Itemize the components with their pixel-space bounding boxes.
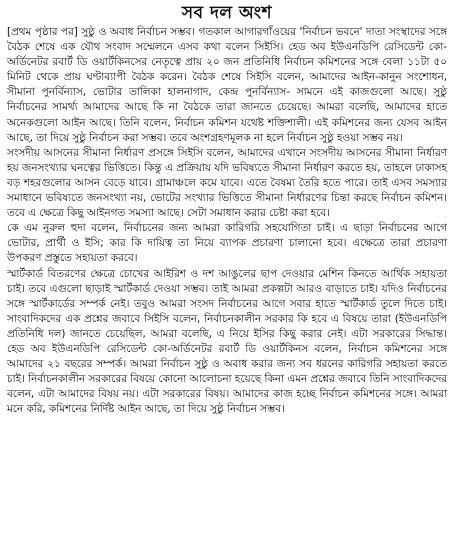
article-paragraph: স্মার্টকার্ড বিতরণের ক্ষেত্রে চোখের আইরিশ ও দশ আঙুলের ছাপ দেওয়ার মেশিন কিনতে আর্থিক সহায়তা চাই। তবে এগুলো ছাড়াই স্মার্টকার্ড দেওয়া সম্ভব। তাই আমরা প্রকল্পটা আরও বাড়াতে চাই। যদিও নির্বাচনের সঙ্গে স্মার্টকার্ডের সম্পর্ক নেই। তবুও আমরা সংসদ নির্বাচনের আগে সবার হাতে স্মার্টকার্ড তুলে দিতে চাই। সাংবাদিকদের এক প্রশ্নের জবাবে সিইসি বলেন, নির্বাচনকালীন সরকার কি হবে এ বিষয়ে তারা (ইউএনডিপি প্রতিনিধি দল) জানতে চেয়েছিল, আমরা বলেছি, এ নিয়ে ইসির কিছু করার নেই। এটা সরকারের সিদ্ধান্ত। হেড অব ইউএনডিপি রেসিডেন্ট কো-অর্ডিনেটর রবার্ট ডি ওয়ার্টকিনস বলেন, নির্বাচন কমিশনের সঙ্গে আমাদের ২১ বছরের সম্পর্ক। আমরা নির্বাচন সুষ্ঠু ও অবাধ করার জন্য সব ধরনের কারিগরি সহায়তা করতে চাই। নির্বাচনকালীন সরকারের বিষয়ে কোনো আলোচনা হয়েছে কিনা এমন প্রশ্নের জবাবে তিনি সাংবাদিকদের বলেন, এটা আমাদের বিষয় নয়। এটা সরকারের বিষয়। আমাদের কাজ হচ্ছে নির্বাচন কমিশনের সঙ্গে। আমরা মনে করি, কমিশনের নির্দিষ্ট আইন আছে, তা দিয়ে সুষ্ঠু নির্বাচন সম্ভব। — [7, 267, 447, 416]
paragraph-text: সুষ্ঠু ও অবাধ নির্বাচন সম্ভব। গতকাল আগারগাঁওয়ের 'নির্বাচন ভবনে' দাতা সংস্থাদের সঙ্গে বৈঠক শেষে এক যৌথ সংবাদ সম্মেলনে এসব কথা বলেন সিইসি। হেড অব ইউএনডিপি রেসিডেন্ট কো-অর্ডিনেটর রবার্ট ডি ওয়ার্টকিনসের নেতৃত্বে প্রায় ২০ জন প্রতিনিধি নির্বাচন কমিশনের সঙ্গে বেলা ১১টা ৫০ মিনিট থেকে প্রায় ঘণ্টাব্যাপী বৈঠক করেন। বৈঠক শেষে সিইসি বলেন, আমাদের আইন-কানুন সংশোধন, সীমানা পুনর্বিন্যাস, ভোটার তালিকা হালনাগাদ, কেন্দ্র পুনর্বিন্যাস- সামনে এই কাজগুলো আছে। সুষ্ঠু নির্বাচনের সামর্থ্য আমাদের আছে কি না বৈঠকে তারা জানতে চেয়েছে। আমরা বলেছি, আমাদের হাতে অনেকগুলো আইন আছে। তিনি বলেন, নির্বাচন কমিশন যথেষ্ট শক্তিশালী। এই কমিশনের জন্য যেসব আইন আছে, তা দিয়ে সুষ্ঠু নির্বাচন করা সম্ভব। তবে অংশগ্রহণমূলক না হলে নির্বাচন সুষ্ঠু হওয়া সম্ভব নয়। — [7, 26, 447, 144]
article-paragraph: সংসদীয় আসনের সীমানা নির্ধারণ প্রসঙ্গে সিইসি বলেন, আমাদের এখানে সংসদীয় আসনের সীমানা নির্ধারণ হয় জনসংখ্যার ঘনত্বের ভিত্তিতে। কিন্তু এ প্রক্রিয়ায় যদি ভবিষ্যতে সীমানা নির্ধারণ করতে হয়, তাহলে ঢাকাসহ বড় শহরগুলোর আসন বেড়ে যাবে। গ্রামাঞ্চলে কমে যাবে। এতে বৈষম্য তৈরি হতে পারে। তাই এসব সমস্যার সমাধানে ভবিষ্যতে জনসংখ্যা নয়, ভোটের সংখ্যার ভিত্তিতে সীমানা নির্ধারণের চিন্তা করছে নির্বাচন কমিশন। তবে এ ক্ষেত্রে কিছু আইনগত সমস্যা আছে। সেটা সমাধান করার চেষ্টা করা হবে। — [7, 146, 447, 220]
article-body — [7, 25, 447, 417]
article-headline: সব দল অংশ — [181, 3, 273, 23]
article-paragraph — [7, 25, 447, 146]
continuation-marker: [প্রথম পৃষ্ঠার পর] — [7, 26, 78, 38]
article-paragraph: কে এম নুরুল হুদা বলেন, নির্বাচনের জন্য আমরা কারিগরি সহযোগিতা চাই। এ ছাড়া নির্বাচনের আগে ভোটার, প্রার্থী ও ইসি; কার কি দায়িত্ব তা নিয়ে ব্যাপক প্রচারণা চালানো হবে। এক্ষেত্রে তারা প্রচারণা উপকরণ প্রস্তুতে সহায়তা করবে। — [7, 222, 447, 265]
